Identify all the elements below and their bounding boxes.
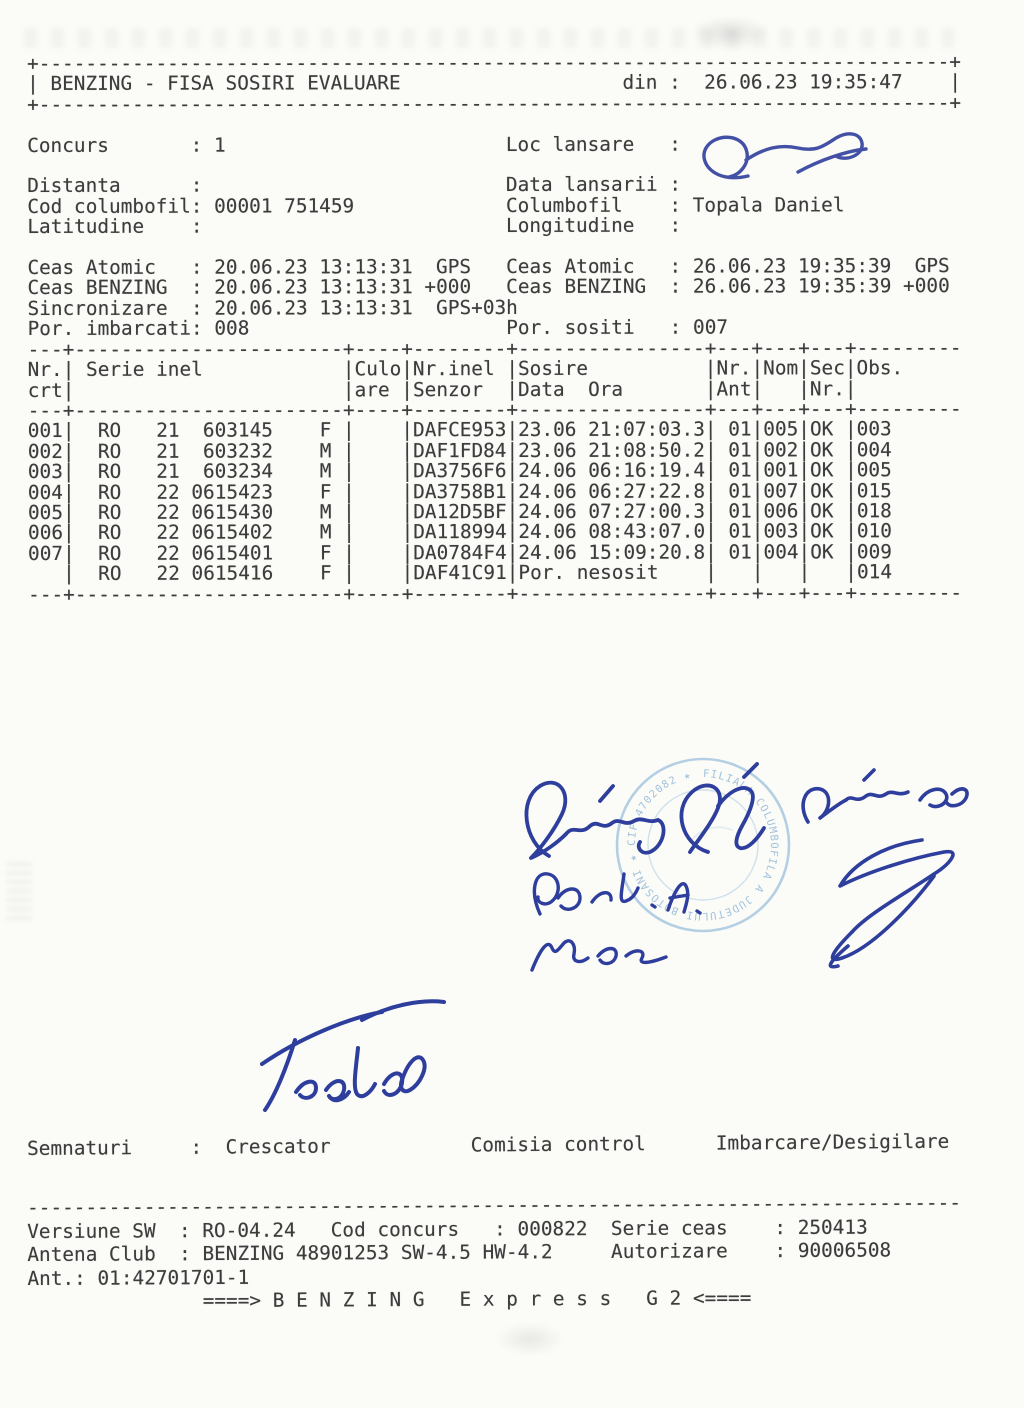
printed-report-body: +------------------------------------------------------------------------------+ | BENZING - FISA SOSIRI EVALUARE din : 26.06.23 19:35:47 | +------------------------------------------------------------------------------+ Concurs : 1 Loc lansare : Distanta : Data lansarii : Cod columbofil: 00001 751459 Columbofil : Topala Daniel Latitudine : Longitudine : Ceas Atomic : 20.06.23 13:13:31 GPS Ceas Atomic : 26.06.23 19:35:39 GPS Ceas BENZING : 20.06.23 13:13:31 +000 Ceas BENZING : 26.06.23 19:35:39 +000 Sincronizare : 20.06.23 13:13:31 GPS+03h Por. imbarcati: 008 Por. sositi : 007 ---+-----------------------+----+--------+----------------+---+---+---+--------- Nr.| Serie inel |Culo|Nr.inel |Sosire |Nr.|Nom|Sec|Obs. crt| |are |Senzor |Data Ora |Ant| |Nr.| ---+-----------------------+----+--------+----------------+---+---+---+--------- 001| RO 21 603145 F | |DAFCE953|23.06 21:07:03.3| 01|005|OK |003 002| RO 21 603232 M | |DAF1FD84|23.06 21:08:50.2| 01|002|OK |004 003| RO 21 603234 M | |DA3756F6|24.06 06:16:19.4| 01|001|OK |005 004| RO 22 0615423 F | |DA3758B1|24.06 06:27:22.8| 01|007|OK |015 005| RO 22 0615430 M | |DA12D5BF|24.06 07:27:00.3| 01|006|OK |018 006| RO 22 0615402 M | |DA118994|24.06 08:43:07.0| 01|003|OK |010 007| RO 22 0615401 F | |DA0784F4|24.06 15:09:20.8| 01|004|OK |009 | RO 22 0615416 F | |DAF41C91|Por. nesosit | | | |014 ---+-----------------------+----+--------+----------------+---+---+---+--------- <box>26 50 963 606</box>
topala-breeder-signature <box>262 1001 444 1110</box>
signature-caption-line: Semnaturi : Crescator Comisia control Imbarcare/Desigilare <box>26 1129 950 1160</box>
stamp-outer-ring <box>617 759 789 931</box>
scan-smudge-artifact <box>690 16 770 50</box>
stamp-ring-text: FILIALA COLUMBOFILA A JUDETULUI BOTOSANI ★ CIF 4702082 ★ <box>625 767 781 923</box>
club-round-stamp <box>617 759 789 931</box>
mos-handwriting <box>532 941 666 970</box>
pigeon-wing <box>690 827 732 842</box>
pigeon-emblem <box>664 832 749 865</box>
scan-bleedthrough-artifact <box>24 28 954 48</box>
committee-signature-right <box>803 770 967 967</box>
stamp-inner-ring <box>648 790 758 900</box>
committee-signature-left <box>526 764 764 858</box>
scan-edge-artifact <box>6 860 32 920</box>
scan-smudge-artifact <box>495 1322 565 1356</box>
report-footer-text: -------------------------------------------------------------------------------- Versiune SW : RO-04.24 Cod concurs : 000822 Serie ceas : 250413 Antena Club : BENZING 48901253 SW-4.5 HW-4.2 Autorizare : 90006508 Ant.: 01:42701701-1 ====> B E N Z I N G E x p r e s s G 2 <==== <box>27 1191 962 1314</box>
procd-a-handwriting <box>534 874 700 914</box>
